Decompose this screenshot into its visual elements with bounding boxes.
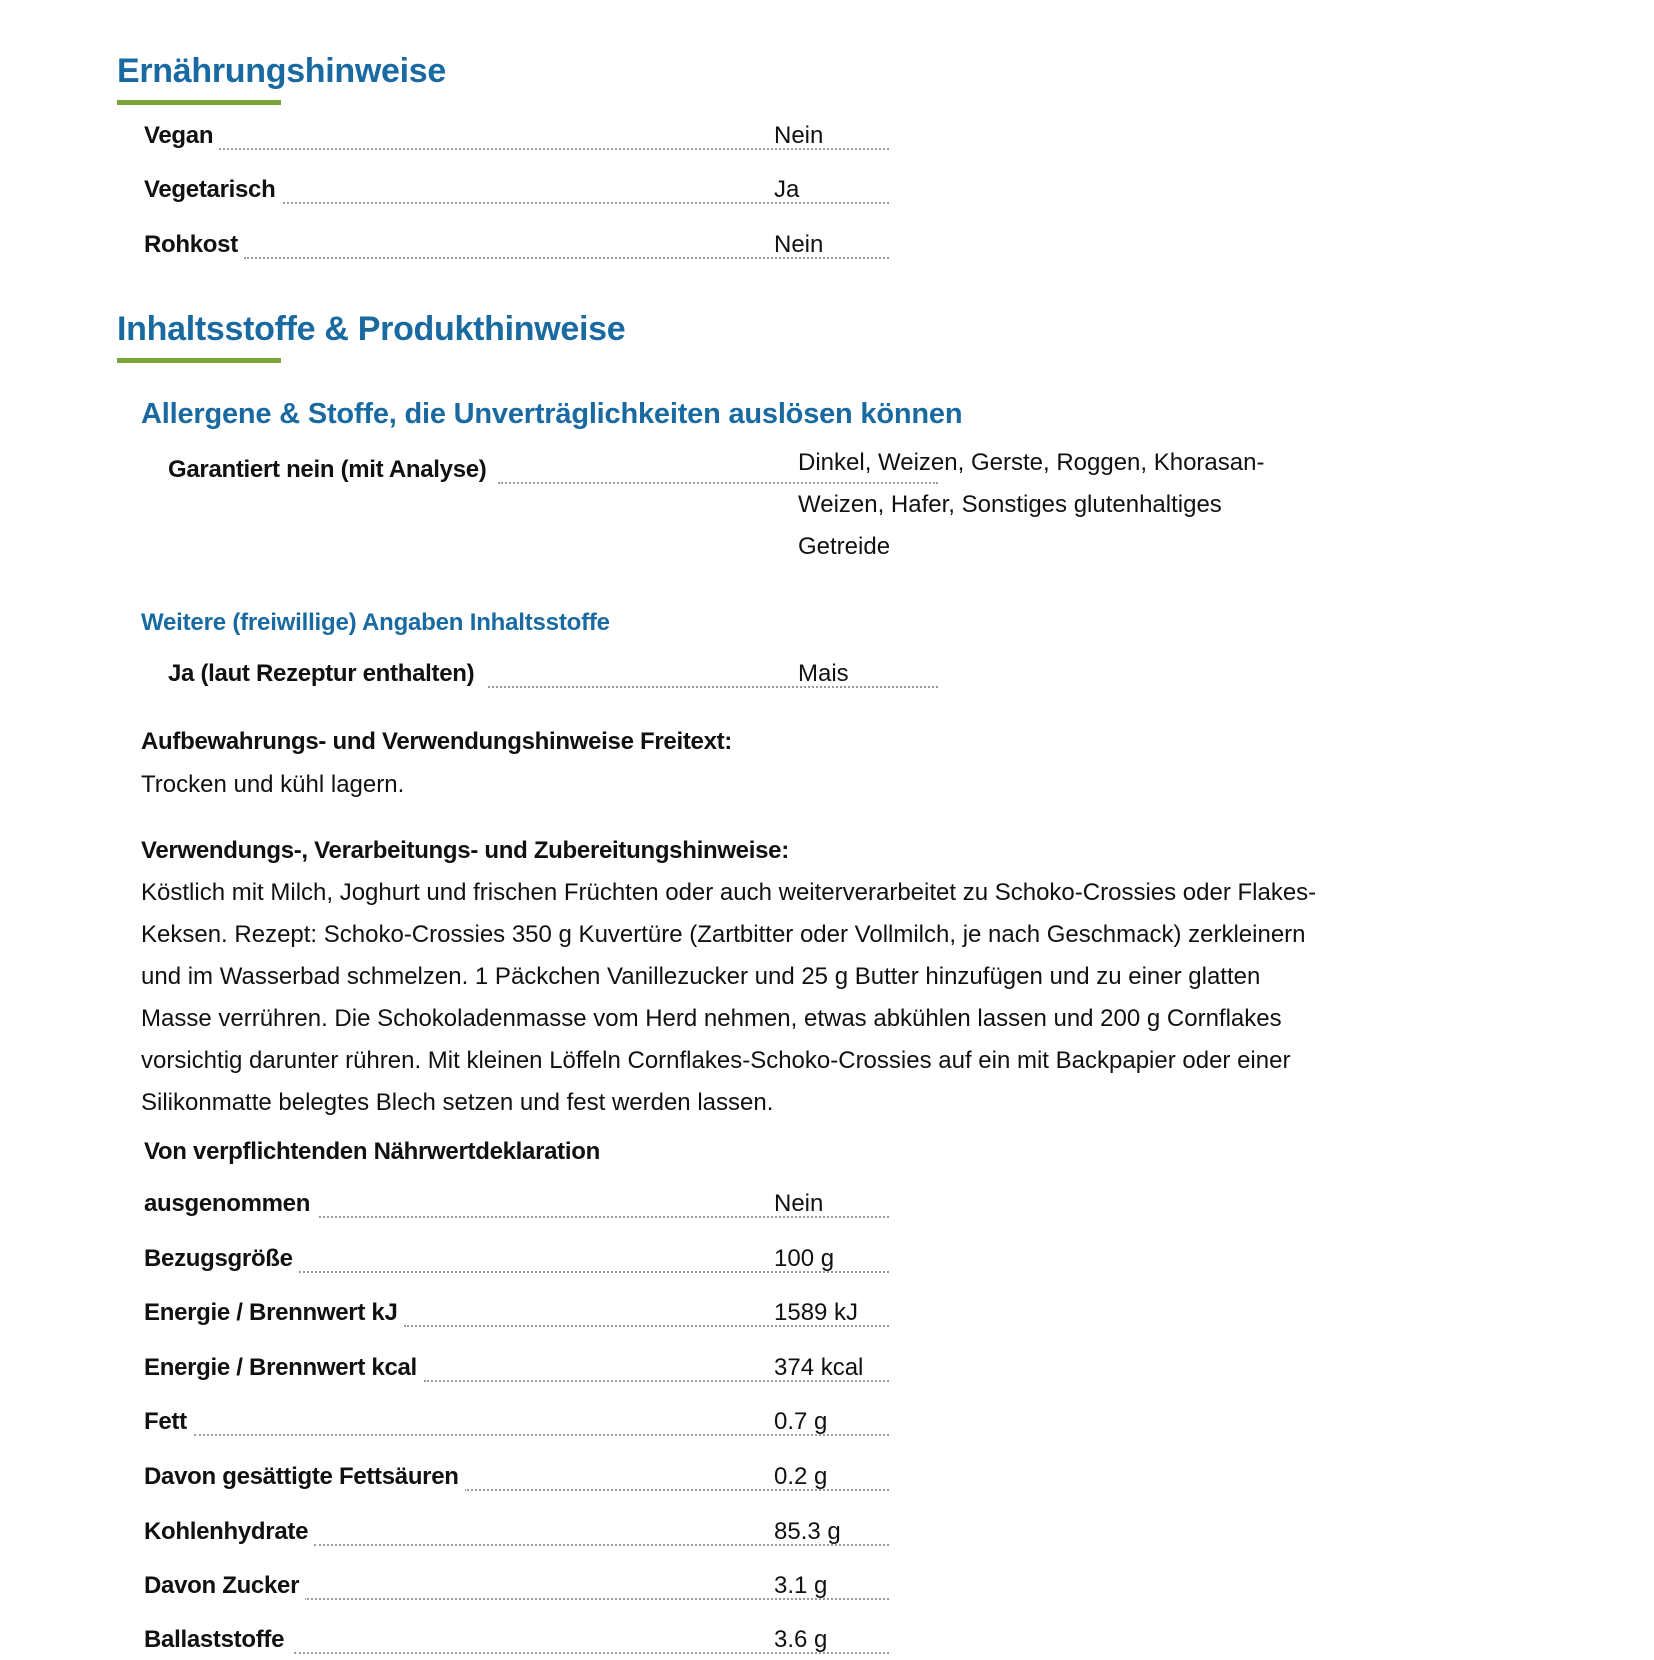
row-value: Nein [774,1190,824,1217]
row-value: Nein [774,122,824,149]
declaration-row [144,1299,864,1333]
row-value: 100 g [774,1245,835,1272]
section-title-nutrition: Ernährungshinweise [117,52,447,90]
allergens-value-line: Dinkel, Weizen, Gerste, Roggen, Khorasan- [798,449,1265,476]
declaration-row [144,1245,864,1279]
usage-text-line: Silikonmatte belegtes Blech setzen und fest werden lassen. [141,1089,774,1116]
usage-text-line: vorsichtig darunter rühren. Mit kleinen Löffeln Cornflakes-Schoko-Crossies auf ein mit Backpapier oder einer [141,1047,1291,1074]
row-label: ausgenommen [144,1190,316,1218]
row-label: Vegan [144,122,219,150]
allergens-value-line: Weizen, Hafer, Sonstiges glutenhaltiges [798,491,1222,518]
declaration-row [144,1572,864,1606]
usage-text-line: Köstlich mit Milch, Joghurt und frischen Früchten oder auch weiterverarbeitet zu Schoko-Crossies oder Flakes- [141,879,1317,906]
row-value: Nein [774,231,824,258]
declaration-row [144,1518,864,1552]
row-label: Kohlenhydrate [144,1518,314,1546]
declaration-title: Von verpflichtenden Nährwertdeklaration [144,1138,600,1165]
row-label: Garantiert nein (mit Analyse) [168,456,493,484]
row-label: Vegetarisch [144,176,281,204]
row-value: 0.7 g [774,1408,828,1435]
nutrition-row-rohkost [144,231,864,265]
row-value: 374 kcal [774,1354,864,1381]
allergens-row [168,456,788,490]
row-value: Mais [798,660,849,687]
storage-title: Aufbewahrungs- und Verwendungshinweise Freitext: [141,728,733,755]
allergens-value [798,442,1298,568]
nutrition-row-vegan [144,122,864,156]
declaration-row [144,1354,864,1388]
voluntary-row [168,660,849,694]
declaration-row [144,1190,864,1224]
allergens-value-line: Getreide [798,533,891,560]
row-label: Ballaststoffe [144,1626,290,1654]
row-value: Ja [774,176,800,203]
declaration-row [144,1463,864,1497]
row-label: Davon Zucker [144,1572,305,1600]
row-value: 85.3 g [774,1518,841,1545]
dot-leader [488,686,938,688]
row-label: Energie / Brennwert kJ [144,1299,404,1327]
section-title-underline [117,358,281,363]
row-value: 1589 kJ [774,1299,859,1326]
row-label: Rohkost [144,231,244,259]
usage-title: Verwendungs-, Verarbeitungs- und Zubereitungshinweise: [141,837,789,864]
storage-text: Trocken und kühl lagern. [141,771,405,798]
row-value: 0.2 g [774,1463,828,1490]
subsection-title-allergens: Allergene & Stoffe, die Unverträglichkeiten auslösen können [141,398,963,430]
row-value: 3.1 g [774,1572,828,1599]
usage-text-line: Masse verrühren. Die Schokoladenmasse vom Herd nehmen, etwas abkühlen lassen und 200 g Cornflakes [141,1005,1282,1032]
section-title-ingredients: Inhaltsstoffe & Produkthinweise [117,310,626,348]
declaration-row [144,1408,864,1442]
row-label: Ja (laut Rezeptur enthalten) [168,660,480,688]
row-label: Energie / Brennwert kcal [144,1354,423,1382]
usage-text-line: Keksen. Rezept: Schoko-Crossies 350 g Kuvertüre (Zartbitter oder Vollmilch, je nach Geschmack) zerkleinern [141,921,1306,948]
section-title-underline [117,100,281,105]
usage-text-line: und im Wasserbad schmelzen. 1 Päckchen Vanillezucker und 25 g Butter hinzufügen und zu einer glatten [141,963,1261,990]
nutrition-row-vegetarisch [144,176,864,210]
row-label: Fett [144,1408,193,1436]
row-label: Bezugsgröße [144,1245,299,1273]
usage-text [141,872,1401,1124]
declaration-row [144,1626,864,1660]
row-label: Davon gesättigte Fettsäuren [144,1463,465,1491]
row-value: 3.6 g [774,1626,828,1653]
subsection-title-voluntary: Weitere (freiwillige) Angaben Inhaltsstoffe [141,609,610,636]
